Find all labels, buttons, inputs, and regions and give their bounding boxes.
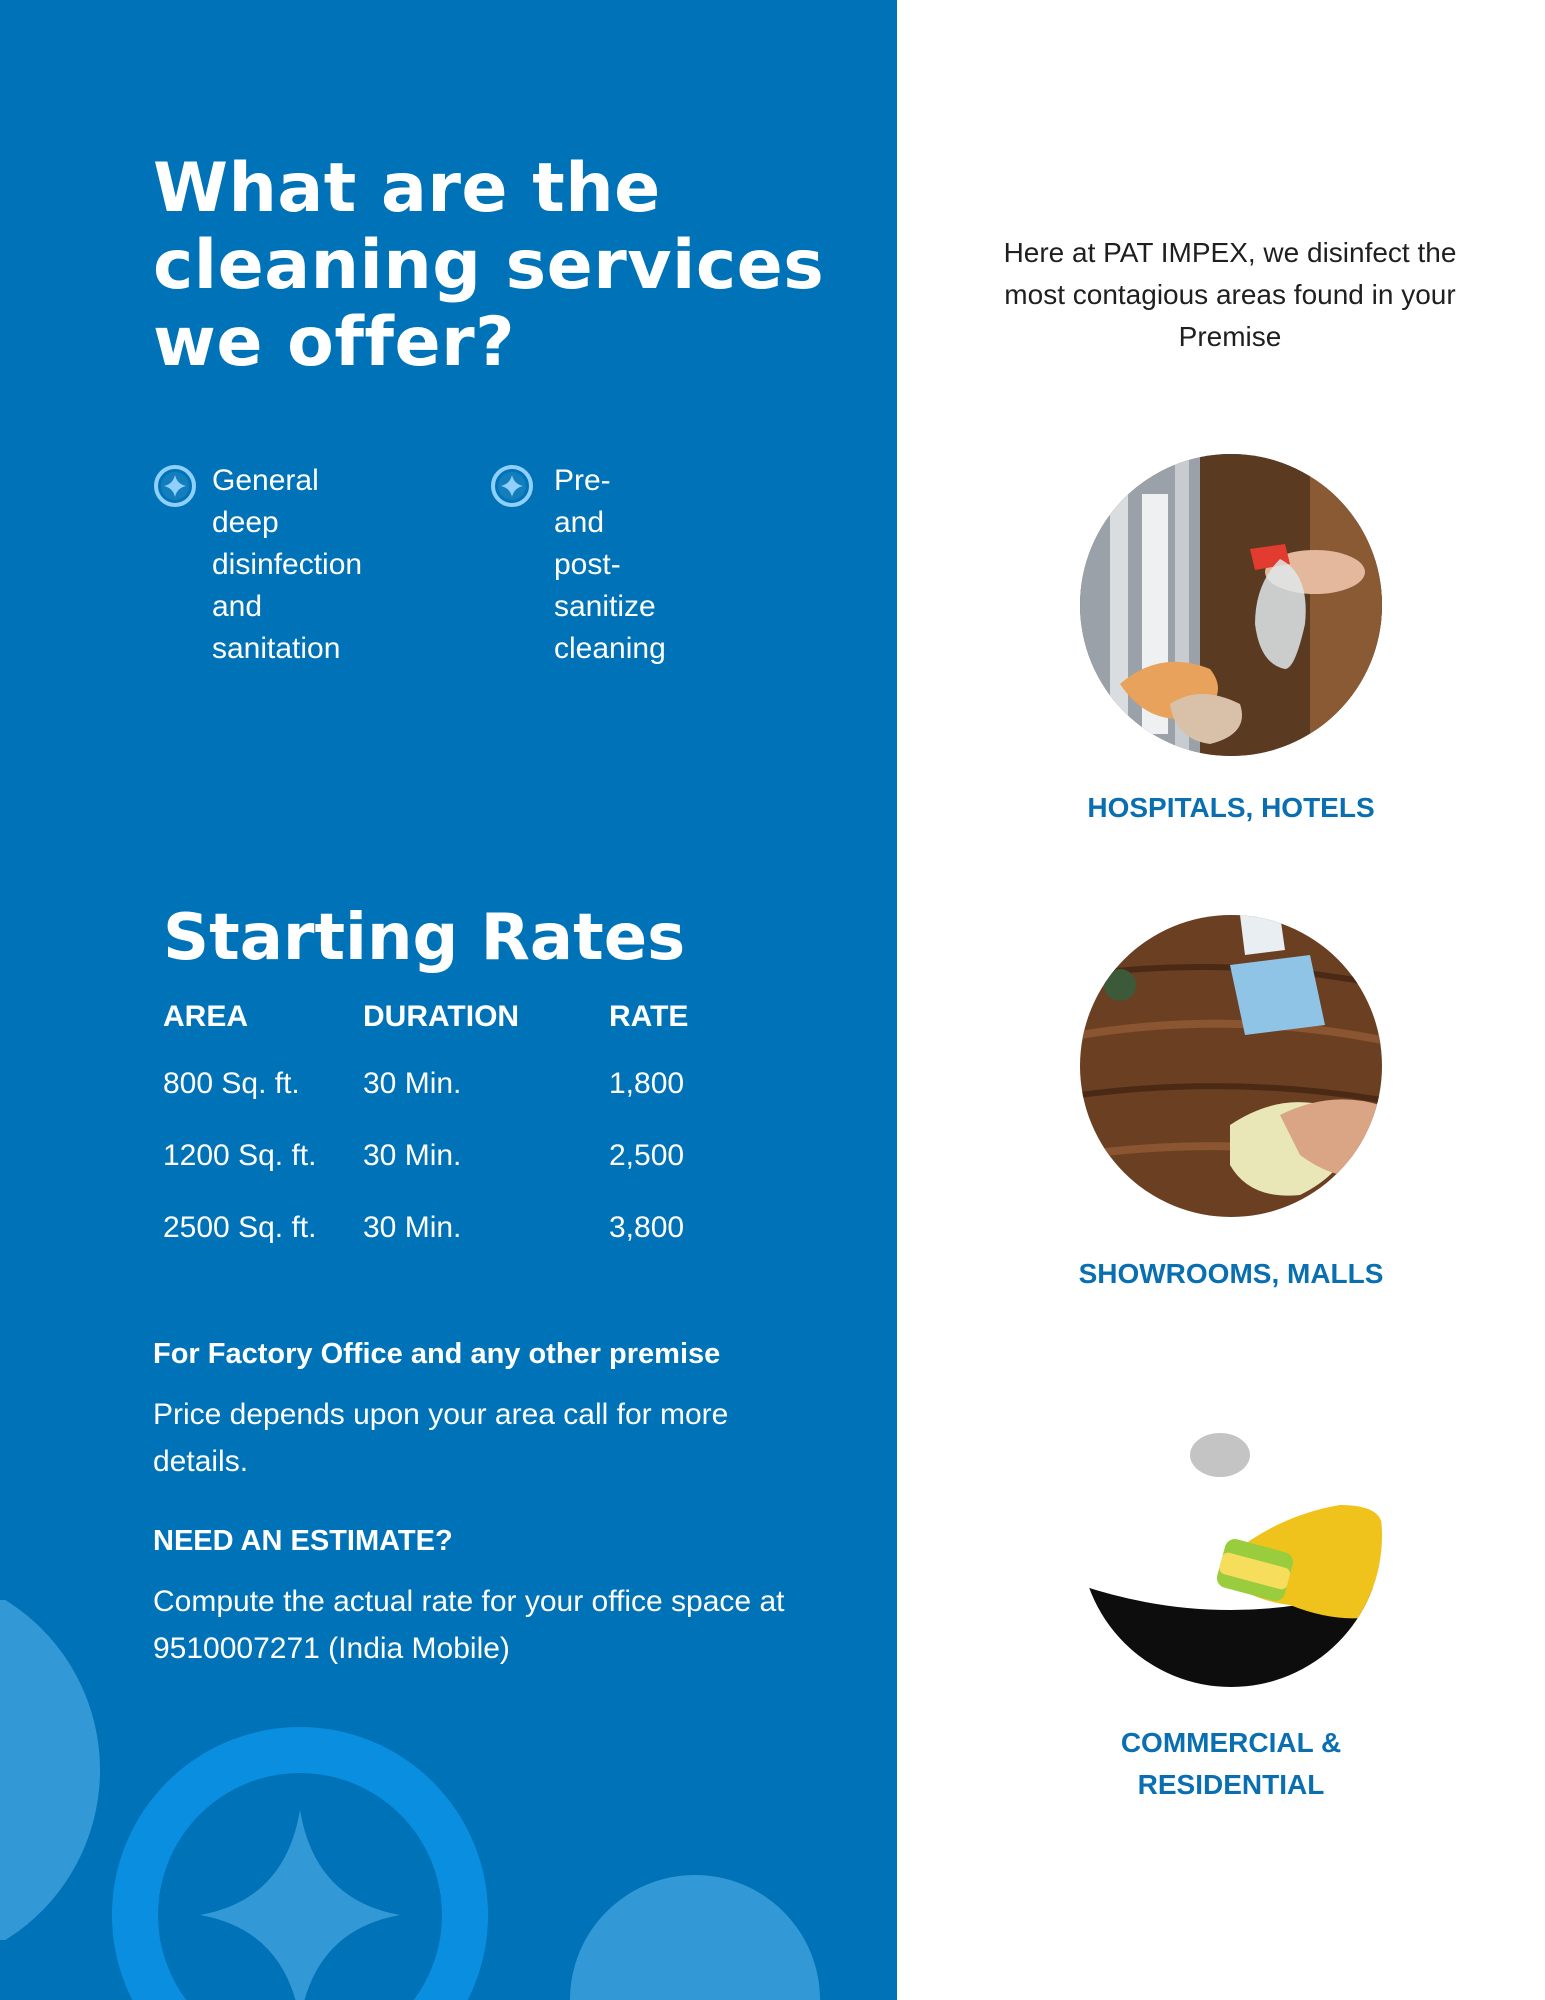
estimate-title: NEED AN ESTIMATE? (153, 1525, 453, 1557)
cleaning-spray-image (1080, 454, 1382, 756)
column-header-duration: DURATION (363, 1000, 520, 1033)
photo-showrooms-malls (1080, 915, 1382, 1217)
table-cell-duration: 30 Min. (363, 1067, 462, 1100)
table-cell-rate: 2,500 (609, 1139, 685, 1172)
sparkle-icon (490, 464, 534, 508)
table-cell-area: 800 Sq. ft. (163, 1067, 300, 1100)
category-label-showrooms-malls: SHOWROOMS, MALLS (1078, 1258, 1384, 1289)
column-header-rate: RATE (609, 1000, 689, 1033)
estimate-body: Compute the actual rate for your office space at 9510007271 (India Mobile) (153, 1585, 785, 1665)
intro-text: Here at PAT IMPEX, we disinfect the most contagious areas found in your Premise (1003, 237, 1457, 352)
sparkle-icon (153, 464, 197, 508)
decorative-circle-left (0, 1600, 105, 1940)
wood-table-cleaning-image (1080, 915, 1382, 1217)
photo-commercial-residential (1080, 1385, 1382, 1687)
sink-scrubbing-image (1080, 1385, 1382, 1687)
table-cell-duration: 30 Min. (363, 1139, 462, 1172)
column-header-area: AREA (163, 1000, 249, 1033)
decorative-circle-bottom (570, 1875, 820, 2000)
page-heading: What are the cleaning services we offer? (153, 149, 825, 382)
factory-note-body: Price depends upon your area call for more details. (153, 1398, 729, 1478)
category-label-hospitals-hotels: HOSPITALS, HOTELS (1087, 792, 1375, 823)
factory-note-title: For Factory Office and any other premise (153, 1338, 721, 1370)
service-label: General deep disinfection and sanitation (212, 464, 363, 665)
table-cell-rate: 3,800 (609, 1211, 685, 1244)
service-label: Pre- and post- sanitize cleaning (554, 464, 666, 665)
table-cell-rate: 1,800 (609, 1067, 685, 1100)
table-cell-area: 1200 Sq. ft. (163, 1139, 317, 1172)
table-cell-area: 2500 Sq. ft. (163, 1211, 317, 1244)
photo-hospitals-hotels (1080, 454, 1382, 756)
category-label-commercial-residential: COMMERCIAL & RESIDENTIAL (1120, 1727, 1342, 1800)
rates-title: Starting Rates (163, 901, 686, 975)
table-cell-duration: 30 Min. (363, 1211, 462, 1244)
decorative-ring (110, 1725, 490, 2000)
